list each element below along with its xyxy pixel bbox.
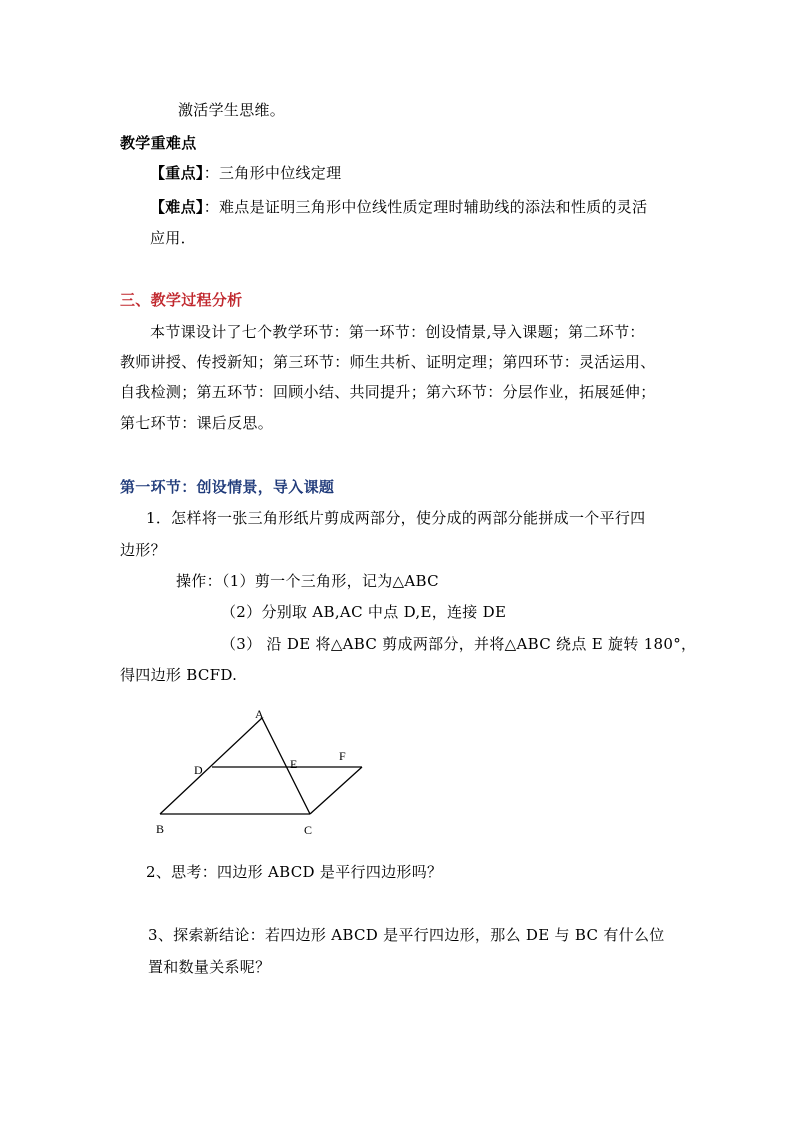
segment-ab [160,718,262,814]
question-line: 1．怎样将一张三角形纸片剪成两部分，使分成的两部分能拼成一个平行四 [146,509,646,527]
paragraph-line: 本节课设计了七个教学环节：第一环节：创设情景,导入课题；第二环节： [150,323,645,341]
operation-step: 操作：（1）剪一个三角形，记为△ABC [176,572,439,590]
segment-ac [262,718,310,814]
point-label-b: B [156,822,165,836]
subsection-heading: 第一环节：创设情景，导入课题 [120,478,335,496]
question-line: 边形？ [120,541,166,559]
difficult-point-text: ：难点是证明三角形中位线性质定理时辅助线的添法和性质的灵活 [203,198,648,216]
point-label-e: E [290,757,298,771]
operation-step: 得四边形 BCFD. [120,666,238,684]
key-point-text: ：三角形中位线定理 [203,164,342,182]
question-line: 2、思考：四边形 ABCD 是平行四边形吗？ [146,863,443,881]
operation-step: （3） 沿 DE 将△ABC 剪成两部分，并将△ABC 绕点 E 旋转 180°， [221,635,697,653]
paragraph-line: 第七环节：课后反思。 [120,414,274,432]
text-line: 应用． [150,229,196,247]
section-heading: 教学重难点 [120,134,197,152]
paragraph-line: 自我检测；第五环节：回顾小结、共同提升；第六环节：分层作业，拓展延伸； [120,383,656,401]
question-line: 3、探索新结论：若四边形 ABCD 是平行四边形，那么 DE 与 BC 有什么位 [148,926,665,944]
label-difficult-point: 【难点】 [150,198,204,216]
question-line: 置和数量关系呢？ [148,958,271,976]
label-key-point: 【重点】 [150,164,204,182]
section-heading: 三、教学过程分析 [120,291,243,309]
segment-fc [310,767,362,814]
point-label-c: C [304,823,313,837]
point-label-f: F [339,749,346,763]
paragraph-line: 教师讲授、传授新知；第三环节：师生共析、证明定理；第四环节：灵活运用、 [120,353,656,371]
operation-step: （2）分别取 AB,AC 中点 D,E，连接 DE [221,603,507,621]
point-label-a: A [255,707,264,721]
point-label-d: D [194,763,203,777]
text-line: 激活学生思维。 [178,101,286,119]
